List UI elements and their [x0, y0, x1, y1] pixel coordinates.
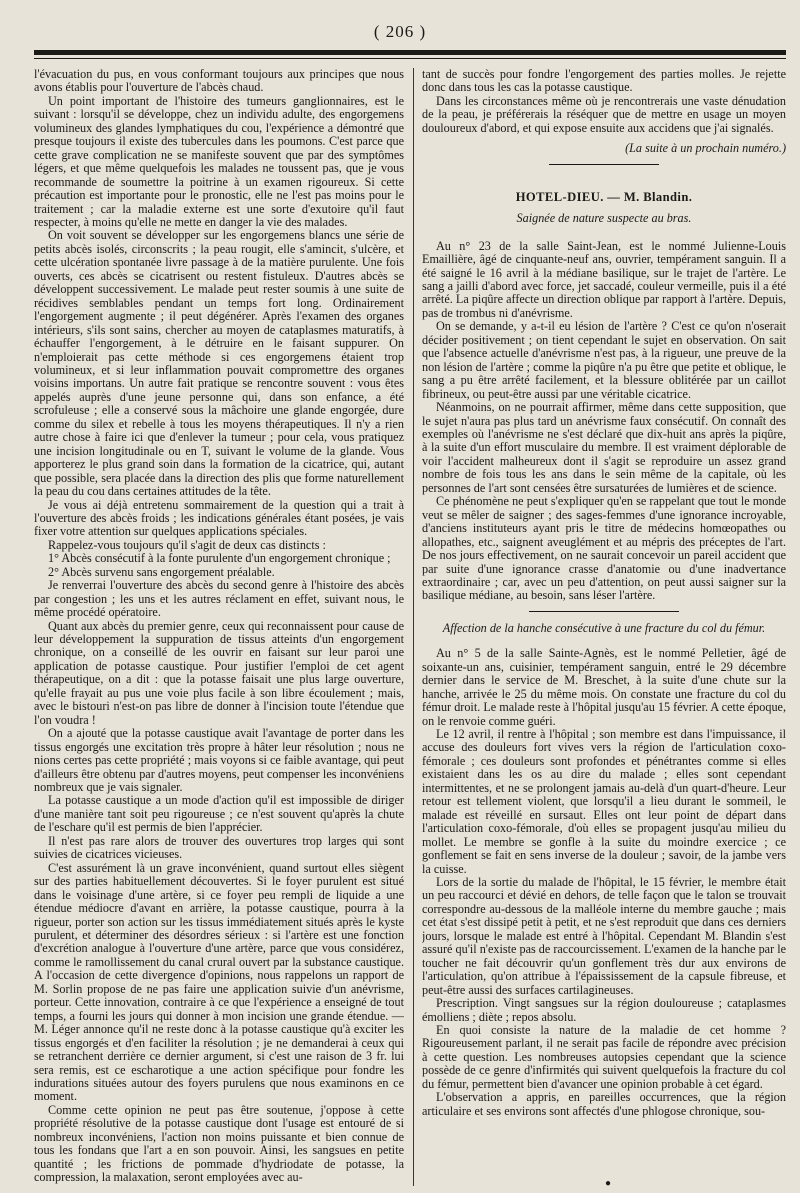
paragraph: Je renverrai l'ouverture des abcès du second genre à l'histoire des abcès par congestion ; les uns et les autres réclament en effet, suivant nous, le même procédé opératoire. — [34, 578, 404, 620]
paragraph: L'observation a appris, en pareilles occurrences, que la région articulaire et ses environs sont affectés d'une phlogose chronique, sou- — [422, 1090, 786, 1118]
paragraph: Au n° 23 de la salle Saint-Jean, est le nommé Julienne-Louis Emaillière, âgé de cinquante-neuf ans, ouvrier, tempérament sanguin. Il a été saigné le 16 avril à la médiane basilique, sur le trajet de l'artère. Le sang a jailli d'abord avec force, jet saccadé, couleur vermeille, puis il a été arrêté. La piqûre affecte un direction oblique par rapport à l'artère. Depuis, pas de trombus ni d'anévrisme. — [422, 238, 786, 320]
column-divider — [413, 68, 414, 1186]
header-rule-thick — [34, 50, 786, 55]
paragraph: Je vous ai déjà entretenu sommairement de la question qui a trait à l'ouverture des abcès froids ; les indications générales étant posées, je vais fixer votre attention sur quelques applications spéciales. — [34, 497, 404, 539]
paragraph: Au n° 5 de la salle Sainte-Agnès, est le nommé Pelletier, âgé de soixante-un ans, cuisinier, tempérament sanguin, entré le 29 décembre dernier dans le service de M. Breschet, à la suite d'une chute sur la hanche, arrivée le 25 du même mois. On constate une fracture du col du fémur droit. Le malade reste à l'hôpital jusqu'au 15 février. A cette époque, on le renvoie comme guéri. — [422, 646, 786, 728]
paragraph: Quant aux abcès du premier genre, ceux qui reconnaissent pour cause de leur développement la suppuration de tissus atteints d'un engorgement chronique, on a conseillé de les ouvrir en faisant sur leur paroi une application de potasse caustique. Pour justifier l'emploi de cet agent thérapeutique, on a dit : que la potasse faisait une plus large ouverture, qu'elle frayait au pus une voie plus facile à son libre écoulement ; mais, avec le bistouri n'est-on pas libre de donner à l'incision toute l'étendue que l'on voudra ! — [34, 618, 404, 727]
section-heading: HOTEL-DIEU. — M. Blandin. — [515, 189, 693, 204]
section-subheading: Saignée de nature suspecte au bras. — [516, 211, 692, 226]
section-separator — [549, 164, 659, 165]
paragraph: l'évacuation du pus, en vous conformant toujours aux principes que nous avons établis pour l'ouverture de l'abcès chaud. — [34, 68, 404, 95]
paragraph: Prescription. Vingt sangsues sur la région douloureuse ; cataplasmes émolliens ; diète ; repos absolu. — [422, 996, 786, 1024]
list-item: 2° Abcès survenu sans engorgement préalable. — [48, 564, 275, 579]
paragraph: Ce phénomène ne peut s'expliquer qu'en se rappelant que tout le monde veut se mêler de saigner ; des sages-femmes d'une ignorance incroyable, d'anciens instituteurs ayant pris le titre de médecins homœopathes ou allopathes, etc., saignent aveuglément et au mépris des préceptes de l'art. De nos jours effectivement, on ne saurait concevoir un pareil accident que par suite d'une ignorance crasse d'anatomie ou d'une inadvertance extraordinaire ; car, avec un peu d'attention, on peut aussi saigner sur la basilique médiane, au besoin, sans léser l'artère. — [422, 494, 786, 603]
paragraph: Le 12 avril, il rentre à l'hôpital ; son membre est dans l'impuissance, il accuse des douleurs fort vives vers la région de l'articulation coxo-fémorale ; ces douleurs sont profondes et pénétrantes comme si elles existaient dans les os au dire du malade ; elles sont cependant intermittentes, et ne se prolongent jamais au-delà d'un quart-d'heure. Leur retour est tellement violent, que lorsqu'il a lieu durant le sommeil, le malade est réveillé en sursaut. Elles ont leur point de départ dans l'articulation coxo-fémorale, d'où elles se propagent jusqu'au milieu du mollet. Le membre se gonfle à la suite du moindre exercice ; ce gonflement se fait en sens inverse de la douleur ; savoir, de la jambe vers la cuisse. — [422, 727, 786, 876]
paragraph: Comme cette opinion ne peut pas être soutenue, j'oppose à cette propriété résolutive de la potasse caustique dont l'usage est entouré de si nombreux inconvéniens, l'action non moins puissante et bien connue de tous les fondans que l'art a en son pouvoir. Ainsi, les sangsues en petite quantité ; les frictions de pommade d'hydriodate de potasse, la compression, la malaxation, seront employées avec au- — [34, 1102, 404, 1185]
paragraph: On a ajouté que la potasse caustique avait l'avantage de porter dans les tissus engorgés une excitation très propre à hâter leur résolution ; nous ne nions certes pas cette propriété ; mais voyons si ce faible avantage, qui peut d'ailleurs être obtenu par d'autres moyens, peut compenser les inconvéniens nombreux que je vais signaler. — [34, 726, 404, 795]
page-number: ( 206 ) — [373, 22, 427, 41]
list-item: 1° Abcès consécutif à la fonte purulente d'un engorgement chronique ; — [48, 551, 391, 566]
continuation-note: (La suite à un prochain numéro.) — [625, 141, 786, 156]
paragraph: On se demande, y a-t-il eu lésion de l'artère ? C'est ce qu'on n'oserait décider positivement ; on tient cependant le sujet en observation. On sait que l'absence actuelle d'anévrisme n'est pas, à la rigueur, une preuve de la non lésion de l'artère ; comme la piqûre n'a pu être que petite et oblique, le sang a pu être arrêté facilement, et la blessure oblitérée par un caillot fibrineux, ou peut-être aussi par une véritable cicatrice. — [422, 319, 786, 401]
section-subheading: Affection de la hanche consécutive à une fracture du col du fémur. — [442, 620, 766, 635]
left-column — [34, 68, 404, 1186]
paragraph: On voit souvent se développer sur les engorgemens blancs une série de petits abcès isolés, circonscrits ; la peau rougit, elle s'amincit, s'ulcère, et cette ulcération spontanée livre passage à de la matière purulente. Une fois ouverts, ces abcès se cicatrisent ou restent fistuleux. D'autres abcès se développent successivement. Le malade peut rester soumis à une suite de récidives semblables pendant un temps fort long. Ordinairement l'engorgement augmente ; il peut dégénérer. Après l'examen des organes intérieurs, s'ils sont sains, chercher au moyen de cataplasmes maturatifs, à échauffer l'engorgement, à le détruire en le faisant suppurer. On n'emploierait pas cette méthode si ces engorgemens étaient trop volumineux, et si leur inflammation pouvait compromettre des organes voisins importans. Un autre fait pratique se rencontre souvent : vous êtes appelés auprès d'une jeune personne qui, dans son enfance, a été scrofuleuse ; elle a conservé sous la mâchoire une glande engorgée, dure comme du silex et rebelle à tous les moyens thérapeutiques. Il n'y a rien autre chose à faire ici que d'enlever la tumeur ; pour cela, vous pratiquez une incision longitudinale ou en T, suivant le volume de la glande. Vous apporterez le plus grand soin dans la formation de la cicatrice, qui, autant que possible, sera placée dans la direction des plis que forme naturellement la peau du cou dans certaines attitudes de la tête. — [34, 228, 404, 499]
paragraph: C'est assurément là un grave inconvénient, quand surtout elles siègent sur des parties habituellement découvertes. Si le foyer purulent est situé dans le voisinage d'une artère, si ce foyer peu rempli de liquide a une étendue médiocre d'avant en arrière, la potasse caustique, pourra à la rigueur, porter son action sur les tissus immédiatement situés après le kyste purulent, et déterminer des désordres sérieux : si l'artère est une fonction d'excrétion analogue à l'ouverture d'une artère, parce que vous considérez, comme le ramollissement du canal crural ouvert par la substance caustique. A l'occasion de cette divergence d'opinions, nous rappelons un rapport de M. Sorlin propose de ne pas faire une application suivie d'un anévrisme, porteur. Cette innovation, contraire à ce que l'expérience a enseigné de tout temps, a fourni les jours qui donner à mon incision une grande étendue. — M. Léger annonce qu'il ne reste donc à la potasse caustique qu'à exciter les tissus engorgés et d'en faciliter la résolution ; je ne demanderai à ceux qui se retranchent derrière ce dernier argument, si c'est une raison de 3 fr. lui sera remis, est ce escharotique a une action spécifique pour fondre les indurations situées autour des foyers purulens que nous examinons en ce moment. — [34, 860, 404, 1104]
paragraph: tant de succès pour fondre l'engorgement des parties molles. Je rejette donc dans tous les cas la potasse caustique. — [422, 68, 786, 95]
header-rule-thin — [34, 58, 786, 59]
paragraph: Néanmoins, on ne pourrait affirmer, même dans cette supposition, que le sujet n'aura pas plus tard un anévrisme faux consécutif. On connaît des exemples où l'anévrisme ne s'est déclaré que dix-huit ans après la piqûre, à la suite d'un effort musculaire du membre. Il est vraiment déplorable de voir l'accident malheureux dont il s'agit se reproduire un assez grand nombre de fois tous les ans dans le sein même de la capitale, où les personnes de l'art sont censées être sursaturées de lumières et de science. — [422, 400, 786, 495]
paragraph: Rappelez-vous toujours qu'il s'agit de deux cas distincts : — [48, 537, 326, 552]
paragraph: Un point important de l'histoire des tumeurs ganglionnaires, est le suivant : lorsqu'il se développe, chez un individu adulte, des engorgemens volumineux des glandes lymphatiques du cou, l'expérience a démontré que presque toujours il existe des tubercules dans les poumons. C'est parce que cette grave complication ne se manifeste souvent que par des symptômes légers, et que même quelquefois les malades ne toussent pas, que je vous recommande de soumettre la poitrine à un examen rigoureux. Si cette précaution est importante pour le pronostic, elle ne l'est pas moins pour le traitement ; car la maladie externe est une sorte d'exutoire qu'il faut respecter, à moins qu'elle ne mette en danger la vie des malades. — [34, 93, 404, 229]
paragraph: Il n'est pas rare alors de trouver des ouvertures trop larges qui sont suivies de cicatrices vicieuses. — [34, 833, 404, 862]
paragraph: Dans les circonstances même où je rencontrerais une vaste dénudation de la peau, je préférerais la réséquer que de mettre en usage un moyen douloureux d'abord, et qui expose ensuite aux accidens que j'ai signalés. — [422, 93, 786, 135]
right-column — [422, 68, 786, 1186]
ink-dot: ● — [605, 1178, 612, 1189]
paragraph: Lors de la sortie du malade de l'hôpital, le 15 février, le membre était un peu raccourci et dévié en dehors, de telle façon que le talon se trouvait correspondre au-dessous de la malléole interne du membre gauche ; mais cet état s'est dissipé petit à petit, et ne s'est reproduit que dans ces derniers jours, lorsque le malade est entré à l'hôpital. Cependant M. Blandin s'est assuré qu'il n'existe pas de raccourcissement. L'examen de la hanche par le toucher ne fait découvrir qu'un gonflement très dur aux environs de l'articulation, qu'on attribue à l'épaississement de la capsule fibreuse, et peut-être aussi des surfaces cartilagineuses. — [422, 875, 786, 997]
paragraph: En quoi consiste la nature de la maladie de cet homme ? Rigoureusement parlant, il ne serait pas facile de répondre avec précision à cette question. Les nombreuses autopsies cependant que la science possède de ce genre d'infirmités qui suivent quelquefois la fracture du col du fémur, permettent bien d'avancer une opinion probable à cet égard. — [422, 1023, 786, 1091]
section-separator — [529, 611, 679, 612]
paragraph: La potasse caustique a un mode d'action qu'il est impossible de diriger d'une manière tant soit peu rigoureuse ; ce n'est souvent qu'après la chute de l'eschare qu'il est permis de bien l'apprécier. — [34, 793, 404, 835]
